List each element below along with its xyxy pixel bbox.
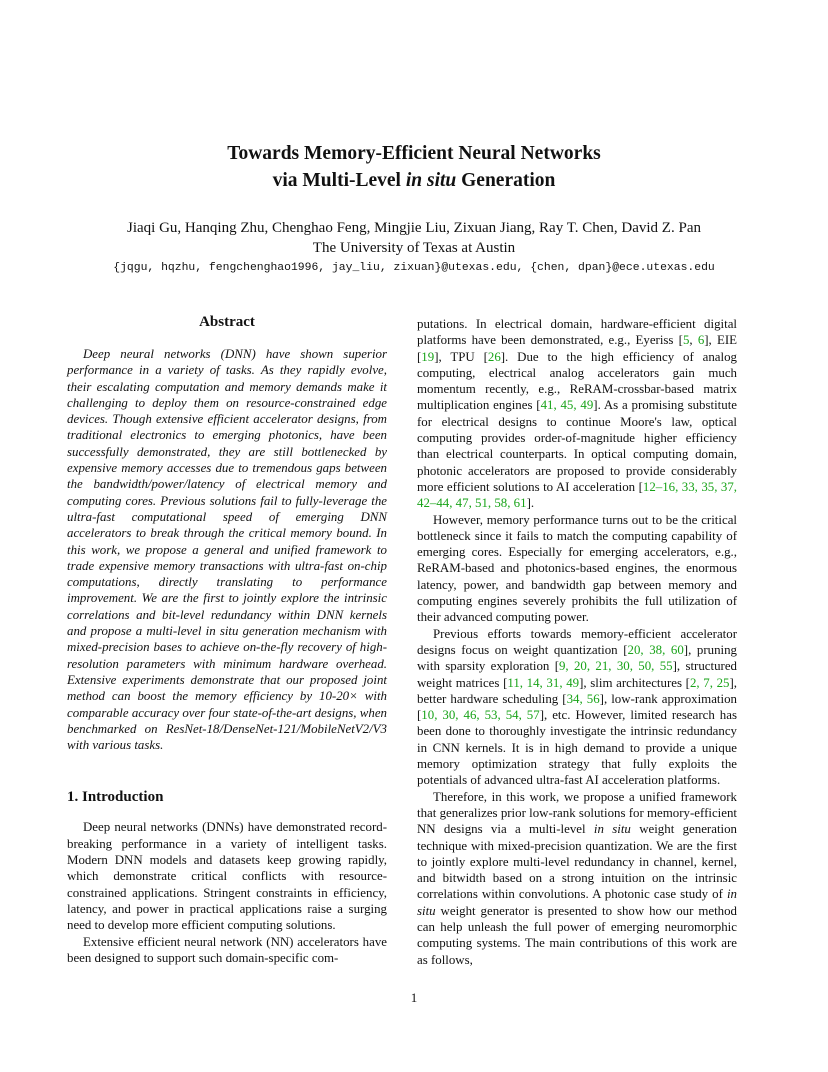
text-run: weight generator is presented to show how our method can help unleash the full power of emerging neuromorphic computing systems. The main contributions of this work are as follows, [417,903,737,967]
text-run: ], slim architectures [ [579,675,690,690]
author-block [0,218,828,258]
abstract-heading: Abstract [199,314,255,330]
title-line-2 [0,167,828,194]
text-run: ]. As a promising substitute for electrical designs to continue Moore's law, optical computing provides order-of-magnitude higher efficiency than electrical counterparts. In optical computing domain, photonic accelerators are proposed to provide considerably more efficient solutions to AI acceleration [ [417,398,737,494]
citation-link[interactable]: 9, 20, 21, 30, 50, 55 [558,659,673,674]
citation-link[interactable]: 2, 7, 25 [689,675,730,690]
page-number: 1 [410,990,418,1005]
citation-link[interactable]: 20, 38, 60 [627,642,684,657]
author-emails: {jqgu, hqzhu, fengchenghao1996, jay_liu, zixuan}@utexas.edu, {chen, dpan}@ece.utexas.edu [113,262,715,274]
text-run: Therefore, in this work, we propose a unified framework that generalizes prior low-rank solutions for memory-efficient NN designs via a multi-level [417,789,737,837]
citation-link[interactable]: 19 [421,349,435,364]
intro-paragraph-2: Extensive efficient neural network (NN) accelerators have been designed to support such domain-specific com- [67,934,387,965]
text-run: ], low-rank approximation [ [417,691,737,723]
citation-link[interactable]: 6 [697,333,705,348]
paper-title [0,140,828,194]
text-run: ], etc. However, limited research has been done to thoroughly investigate the intrinsic redundancy in CNN kernels. It is in high demand to provide a unique memory optimization strategy that fully exploits the potentials of advanced ultra-fast AI acceleration platforms. [417,708,737,788]
text-run: ], TPU [ [434,349,488,364]
right-paragraph-3 [417,626,737,789]
text-run: ], structured weight matrices [ [417,659,737,690]
title-part: via Multi-Level [272,170,406,191]
citation-link[interactable]: 12–16, 33, 35, 37, 42–44, 47, 51, 58, 61 [417,479,737,511]
right-paragraph-4 [417,789,737,968]
text-run: putations. In electrical domain, hardware-efficient digital platforms have been demonstrated, e.g., Eyeriss [ [417,317,737,348]
section-heading-introduction: 1. Introduction [67,789,164,806]
author-names: Jiaqi Gu, Hanqing Zhu, Chenghao Feng, Mingjie Liu, Zixuan Jiang, Ray T. Chen, David Z. Pan [127,220,701,236]
title-italic-part: in situ [405,170,457,191]
author-affiliation: The University of Texas at Austin [312,240,516,256]
citation-link[interactable]: 34, 56 [566,691,600,706]
text-run: ], better hardware scheduling [ [417,675,737,706]
right-paragraph-2: However, memory performance turns out to be the critical bottleneck since it fails to match the computing capability of emerging cores. Especially for emerging accelerators, e.g., ReRAM-based and photonics-based engines, the enormous latency, power, and bandwidth gap between memory and computing engines severely prohibits the full utilization of their advanced computing power. [417,512,737,625]
text-run: ], pruning with sparsity exploration [ [417,642,737,674]
italic-term: in situ [417,887,737,918]
text-run: ], EIE [ [417,333,738,364]
left-column [67,312,387,966]
citation-link[interactable]: 41, 45, 49 [540,398,594,413]
citation-link[interactable]: 26 [487,349,501,364]
text-run: ]. Due to the high efficiency of analog computing, electrical analog accelerators gain much momentum recently, e.g., ReRAM-crossbar-based matrix multiplication engines [ [417,349,737,413]
citation-link[interactable]: 11, 14, 31, 49 [507,675,580,690]
citation-link[interactable]: 10, 30, 46, 53, 54, 57 [421,708,540,723]
abstract-text: Deep neural networks (DNN) have shown superior performance in a variety of tasks. As they rapidly evolve, their escalating computation and memory demands make it challenging to deploy them on resource-constrained edge devices. Though extensive efficient accelerator designs, from traditional electronics to emerging photonics, have been successfully demonstrated, they are still bottlenecked by expensive memory accesses due to tremendous gaps between the bandwidth/power/latency of electrical memory and computing cores. Previous solutions fail to fully-leverage the ultra-fast computational speed of emerging DNN accelerators to break through the critical memory bound. In this work, we propose a general and unified framework to trade expensive memory transactions with ultra-fast on-chip computations, directly translating to performance improvement. We are the first to jointly explore the intrinsic correlations and bit-level redundancy within DNN kernels and propose a multi-level in situ generation mechanism with mixed-precision bases to achieve on-the-fly recovery of high-resolution parameters with minimum hardware overhead. Extensive experiments demonstrate that our proposed joint method can boost the memory efficiency by 10-20× with comparable accuracy over four state-of-the-art designs, when benchmarked on ResNet-18/DenseNet-121/MobileNetV2/V3 with various tasks. [67,347,387,753]
text-run: ]. [526,496,535,511]
citation-link[interactable]: 5 [682,333,690,348]
title-line-1: Towards Memory-Efficient Neural Networks [227,143,601,164]
text-run: weight generation technique with mixed-precision quantization. We are the first to jointly explore multi-level redundancy in channel, kernel, and bitwidth based on a strong intuition on the intrinsic correlations within convolutions. A photonic case study of [417,822,737,902]
right-paragraph-1: putations. In electrical domain, hardware-efficient digital platforms have been demonstrated, e.g., Eyeriss [5, 6], EIE [19], TPU [26]. Due to the high efficiency of analog computing, electrical analog accelerators gain much momentum recently, e.g., ReRAM-crossbar-based matrix multiplication engines [41, 45, 49]. As a promising substitute for electrical designs to continue Moore's law, optical computing provides order-of-magnitude higher efficiency than electrical counterparts. In optical computing domain, photonic accelerators are proposed to provide considerably more efficient solutions to AI acceleration [12–16, 33, 35, 37, 42–44, 47, 51, 58, 61]. [417,317,738,511]
right-column [417,316,737,968]
intro-paragraph-1: Deep neural networks (DNNs) have demonstrated record-breaking performance in a variety of intelligent tasks. Modern DNN models and datasets keep growing rapidly, which demonstrate critical conflicts with resource-constrained applications. Stringent constraints in efficiency, latency, and power in practical applications raise a surging need to develop more efficient computing solutions. [67,820,387,933]
title-part: Generation [456,170,556,191]
text-run: Previous efforts towards memory-efficient accelerator designs focus on weight quantization [ [417,626,737,657]
italic-term: in situ [593,822,631,837]
